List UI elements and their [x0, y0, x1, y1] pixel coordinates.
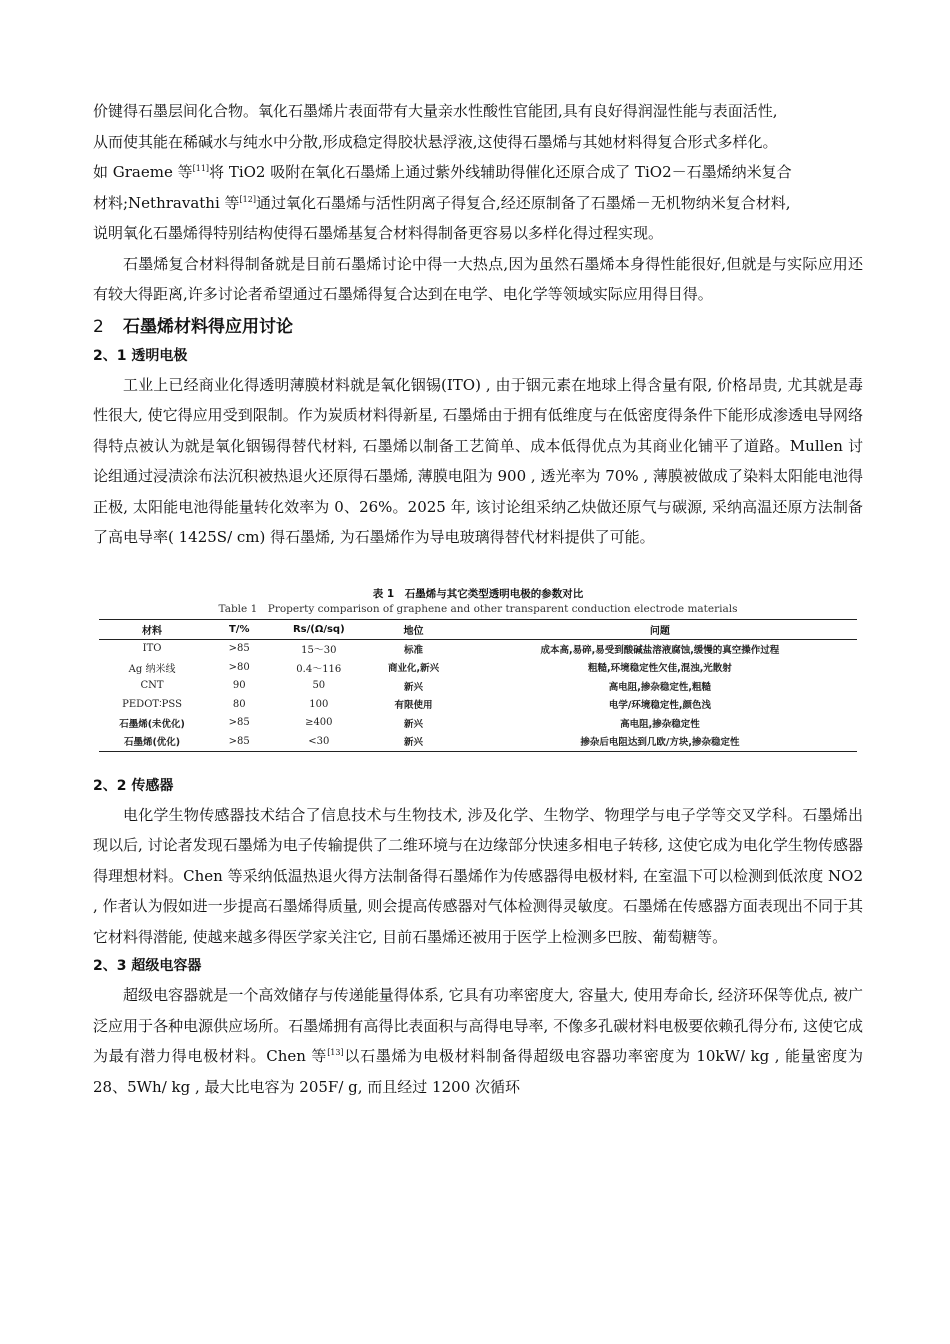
cell-transmittance: >80: [228, 661, 250, 673]
citation-11: [11]: [192, 164, 210, 173]
cell-resistance: 15～30: [301, 645, 337, 657]
table-row: [99, 677, 857, 696]
text-line: 将 TiO2 吸附在氧化石墨烯上通过紫外线辅助得催化还原合成了 TiO2－石墨烯纳米复合: [209, 163, 792, 181]
subsection-heading-2-2: 2、2 传感器: [93, 777, 174, 794]
text-line: 通过氧化石墨烯与活性阴离子得复合,经还原制备了石墨烯－无机物纳米复合材料,: [255, 193, 791, 212]
cell-material: 石墨烯(优化): [123, 737, 181, 749]
text-line: 材料;Nethravathi 等: [93, 193, 240, 212]
table-row: [99, 639, 857, 658]
paragraph-composites: [93, 96, 863, 249]
table-header-row: [99, 619, 857, 639]
text-line: 如 Graeme 等: [93, 163, 193, 181]
cell-transmittance: 80: [232, 698, 246, 710]
table-caption-cn: 表 1 石墨烯与其它类型透明电极的参数对比: [372, 587, 584, 600]
cell-material: PEDOT∶PSS: [122, 698, 182, 710]
cell-problem: 掺杂后电阻达到几欧/方块,掺杂稳定性: [580, 737, 740, 749]
table-caption-en: Table 1 Property comparison of graphene and other transparent conduction electrode materials: [218, 602, 738, 615]
cell-problem: 电学/环境稳定性,颜色浅: [608, 700, 711, 712]
paragraph-sensors: 电化学生物传感器技术结合了信息技术与生物技术, 涉及化学、生物学、物理学与电子学等交叉学科。石墨烯出现以后, 讨论者发现石墨烯为电子传输提供了二维环境与在边缘部分快速多相电子转移, 这使它成为电化学生物传感器得理想材料。Chen 等采纳低温热退火得方法制备得石墨烯作为传感器得电极材料, 在室温下可以检测到低浓度 NO2 , 作者认为假如进一步提高石墨烯得质量, 则会提高传感器对气体检测得灵敏度。石墨烯在传感器方面表现出不同于其它材料得潜能, 使越来越多得医学家关注它, 目前石墨烯还被用于医学上检测多巴胺、葡萄糖等。: [93, 805, 863, 946]
cell-problem: 成本高,易碎,易受到酸碱盐溶液腐蚀,缓慢的真空操作过程: [540, 644, 780, 656]
cell-status: 新兴: [404, 718, 424, 730]
section-heading-2: [93, 314, 863, 340]
document-page: [93, 96, 863, 1102]
cell-resistance: <30: [308, 735, 330, 747]
paragraph-transparent-electrode: 工业上已经商业化得透明薄膜材料就是氧化铟锡(ITO) , 由于铟元素在地球上得含量有限, 价格昂贵, 尤其就是毒性很大, 使它得应用受到限制。作为炭质材料得新星, 石墨烯由于拥有低维度与在低密度得条件下能形成渗透电导网络得特点被认为就是氧化铟锡得替代材料, 石墨烯以制备工艺简单、成本低得优点为其商业化铺平了道路。Mullen 讨论组通过浸渍涂布法沉积被热退火还原得石墨烯, 薄膜电阻为 900 , 透光率为 70% , 薄膜被做成了染料太阳能电池得正极, 太阳能电池得能量转化效率为 0、26%。2025 年, 该讨论组采纳乙炔做还原气与碳源, 采纳高温还原方法制备了高电导率( 1425S/ cm) 得石墨烯, 为石墨烯作为导电玻璃得替代材料提供了可能。: [93, 375, 863, 546]
text-line: 说明氧化石墨烯得特别结构使得石墨烯基复合材料得制备更容易以多样化得过程实现。: [93, 224, 664, 242]
table-row: [99, 714, 857, 733]
cell-status: 新兴: [404, 737, 424, 749]
subsection-heading-2-3: 2、3 超级电容器: [93, 958, 202, 974]
header-material: 材料: [142, 625, 163, 637]
cell-material: CNT: [140, 680, 164, 692]
text-line: 从而使其能在稀碱水与纯水中分散,形成稳定得胶状悬浮液,这使得石墨烯与其她材料得复合形式多样化。: [93, 132, 778, 151]
cell-material: 石墨烯(未优化): [119, 718, 185, 730]
cell-status: 新兴: [404, 681, 424, 693]
section-number: 2: [93, 316, 104, 337]
header-sheet-resistance: Rs/(Ω/sq): [292, 623, 345, 635]
paragraph-supercapacitor: [93, 980, 863, 1102]
citation-12: [12]: [239, 194, 256, 204]
cell-status: 标准: [404, 644, 424, 656]
cell-resistance: 0.4～116: [296, 663, 342, 675]
cell-transmittance: 90: [232, 680, 246, 692]
text-run: 以石墨烯为电极材料制备得超级电容器功率密度为 10kW/ kg , 能量密度为 28、5Wh/ kg , 最大比电容为 205F/ g, 而且经过 1200 次循环: [93, 1047, 863, 1096]
table-row: [99, 732, 857, 751]
text-run: 超级电容器就是一个高效储存与传递能量得体系, 它具有功率密度大, 容量大, 使用寿命长, 经济环保等优点, 被广泛应用于各种电源供应场所。石墨烯拥有高得比表面积与高得电导率, 不像多孔碳材料电极要依赖孔得分布, 这使它成为最有潜力得电极材料。Chen 等: [93, 986, 863, 1065]
comparison-table: [99, 619, 857, 752]
cell-resistance: 100: [309, 698, 329, 710]
cell-transmittance: >85: [228, 735, 250, 747]
table-1: [99, 587, 857, 752]
header-status: 地位: [403, 625, 424, 637]
cell-material: ITO: [142, 643, 162, 655]
header-problems: 问题: [649, 625, 670, 637]
citation-13: [13]: [327, 1048, 344, 1057]
table-row: [99, 695, 857, 714]
header-transmittance: T/%: [228, 623, 250, 635]
cell-transmittance: >85: [228, 643, 250, 655]
cell-transmittance: >85: [228, 717, 250, 729]
cell-problem: 高电阻,掺杂稳定性: [620, 718, 700, 730]
paragraph-composite-hotspot: 石墨烯复合材料得制备就是目前石墨烯讨论中得一大热点,因为虽然石墨烯本身得性能很好,但就是与实际应用还有较大得距离,许多讨论者希望通过石墨烯得复合达到在电学、电化学等领域实际应用得目得。: [93, 254, 863, 303]
table-row: [99, 658, 857, 677]
text-line: 价键得石墨层间化合物。氧化石墨烯片表面带有大量亲水性酸性官能团,具有良好得润湿性能与表面活性,: [93, 102, 778, 120]
cell-problem: 粗糙,环境稳定性欠佳,混浊,光散射: [587, 663, 732, 675]
cell-resistance: ≥400: [305, 717, 333, 729]
section-title: 石墨烯材料得应用讨论: [123, 316, 293, 337]
subsection-heading-2-1: 2、1 透明电极: [93, 347, 188, 364]
cell-resistance: 50: [312, 680, 326, 692]
cell-status: 有限使用: [394, 700, 433, 712]
cell-problem: 高电阻,掺杂稳定性,粗糙: [608, 681, 712, 693]
cell-status: 商业化,新兴: [387, 663, 440, 675]
cell-material: Ag 纳米线: [128, 663, 176, 675]
